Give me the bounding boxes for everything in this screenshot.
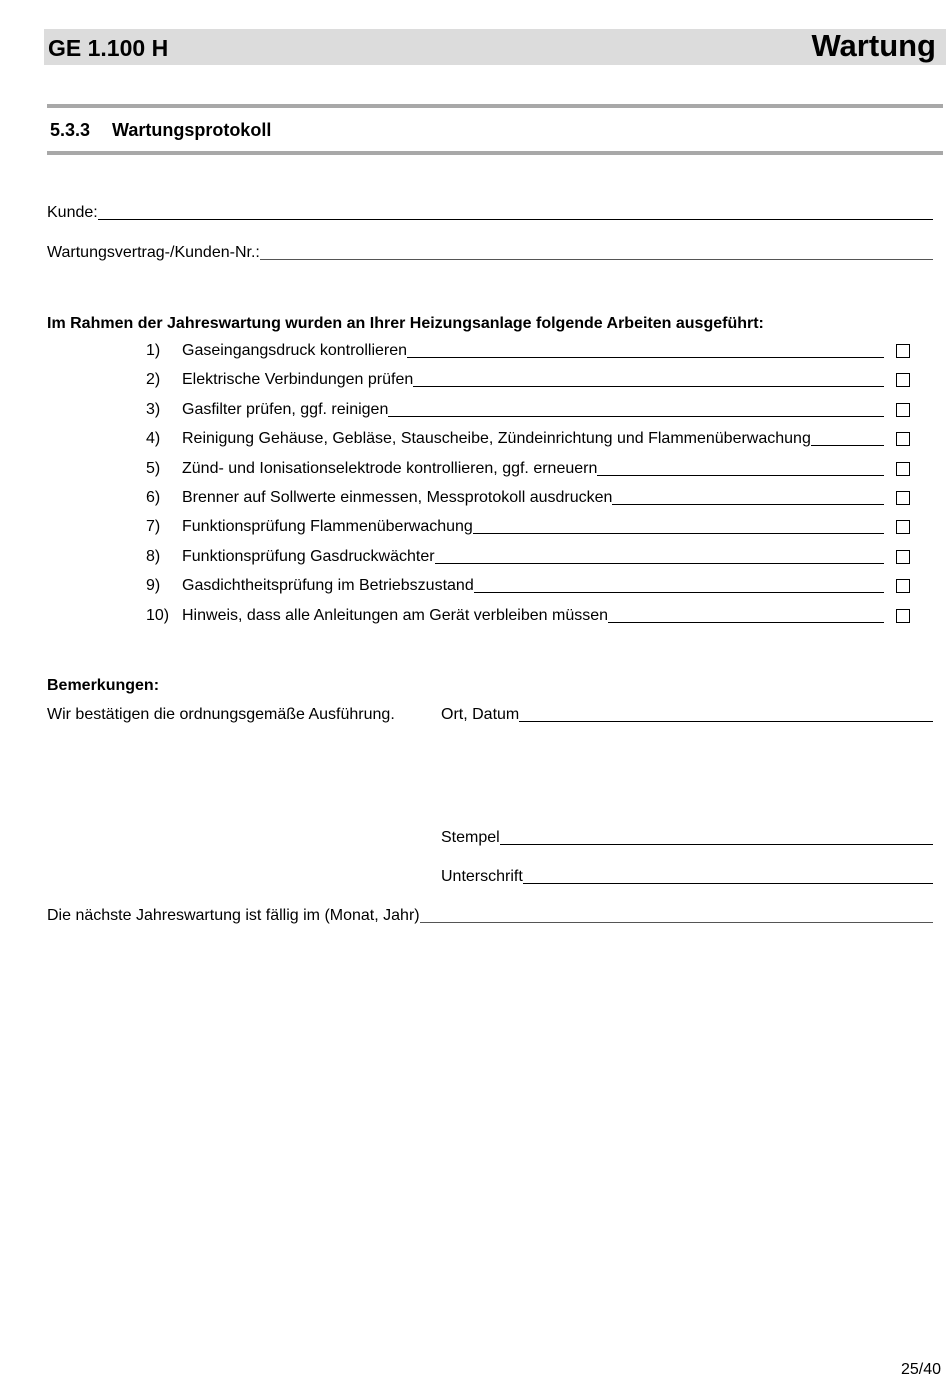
task-checkbox[interactable] xyxy=(896,491,910,505)
section-title: Wartungsprotokoll xyxy=(112,120,272,140)
task-body xyxy=(182,606,884,626)
signature-input-line[interactable] xyxy=(523,867,933,884)
task-checkbox[interactable] xyxy=(896,373,910,387)
customer-input-line[interactable] xyxy=(98,203,933,220)
task-number: 7) xyxy=(146,518,161,536)
task-checkbox[interactable] xyxy=(896,550,910,564)
task-fill-line xyxy=(413,370,884,387)
task-row xyxy=(0,368,950,394)
task-row xyxy=(0,574,950,600)
task-number: 6) xyxy=(146,489,161,506)
section-number: 5.3.3 xyxy=(50,120,91,140)
task-checkbox[interactable] xyxy=(896,520,910,534)
next-maintenance-input-line[interactable] xyxy=(420,906,933,923)
task-body xyxy=(182,517,884,537)
task-number: 2) xyxy=(146,371,161,389)
task-fill-line xyxy=(407,341,884,358)
task-row xyxy=(0,545,950,571)
task-body xyxy=(182,488,884,508)
contract-number-label: Wartungsvertrag-/Kunden-Nr.: xyxy=(47,244,260,261)
task-body xyxy=(182,370,884,390)
task-row xyxy=(0,515,950,541)
task-body xyxy=(182,341,884,361)
task-text: Brenner auf Sollwerte einmessen, Messprotokoll ausdrucken xyxy=(182,489,613,506)
task-row xyxy=(0,427,950,453)
section-rule-top xyxy=(47,104,943,108)
stamp-field[interactable] xyxy=(441,828,933,848)
signature-label: Unterschrift xyxy=(441,868,523,885)
task-fill-line xyxy=(811,429,884,446)
section-rule-bottom xyxy=(47,151,943,155)
task-text: Gaseingangsdruck kontrollieren xyxy=(182,342,408,359)
place-date-label: Ort, Datum xyxy=(441,706,520,723)
task-body xyxy=(182,576,884,596)
task-text: Reinigung Gehäuse, Gebläse, Stauscheibe, Zündeinrichtung und Flammenüberwachung xyxy=(182,430,811,448)
task-text: Gasdichtheitsprüfung im Betriebszustand xyxy=(182,577,474,595)
task-text: Gasfilter prüfen, ggf. reinigen xyxy=(182,400,389,418)
task-body xyxy=(182,547,884,567)
place-date-field[interactable] xyxy=(441,705,933,725)
task-row xyxy=(0,339,950,365)
task-fill-line xyxy=(612,488,884,505)
stamp-label: Stempel xyxy=(441,829,500,846)
task-checkbox[interactable] xyxy=(896,579,910,593)
remarks-label: Bemerkungen: xyxy=(47,677,160,694)
task-checkbox[interactable] xyxy=(896,403,910,417)
task-body xyxy=(182,429,884,449)
task-number: 3) xyxy=(146,400,161,418)
signature-field[interactable] xyxy=(441,867,933,887)
task-checkbox[interactable] xyxy=(896,432,910,446)
task-text: Funktionsprüfung Gasdruckwächter xyxy=(182,547,435,565)
stamp-input-line[interactable] xyxy=(500,828,933,845)
tasks-intro: Im Rahmen der Jahreswartung wurden an Ihrer Heizungsanlage folgende Arbeiten ausgeführt: xyxy=(47,315,764,332)
task-checkbox[interactable] xyxy=(896,609,910,623)
task-number: 10) xyxy=(146,606,170,624)
section-heading xyxy=(50,118,271,142)
task-number: 4) xyxy=(146,430,161,448)
confirmation-text: Wir bestätigen die ordnungsgemäße Ausführung. xyxy=(47,706,395,723)
task-body xyxy=(182,400,884,420)
contract-number-input-line[interactable] xyxy=(260,243,933,260)
next-maintenance-label: Die nächste Jahreswartung ist fällig im (Monat, Jahr) xyxy=(47,907,420,924)
task-fill-line xyxy=(473,517,884,534)
task-number: 5) xyxy=(146,459,161,477)
place-date-input-line[interactable] xyxy=(519,705,933,722)
task-row xyxy=(0,486,950,512)
task-text: Zünd- und Ionisationselektrode kontrollieren, ggf. erneuern xyxy=(182,459,598,477)
task-number: 1) xyxy=(146,342,161,359)
task-fill-line xyxy=(474,576,884,593)
chapter-title: Wartung xyxy=(811,28,936,63)
task-text: Elektrische Verbindungen prüfen xyxy=(182,371,414,389)
customer-label: Kunde: xyxy=(47,204,98,221)
task-text: Funktionsprüfung Flammenüberwachung xyxy=(182,518,473,536)
task-checkbox[interactable] xyxy=(896,462,910,476)
task-fill-line xyxy=(388,400,884,417)
contract-number-field[interactable] xyxy=(47,243,933,263)
document-id: GE 1.100 H xyxy=(48,35,169,61)
task-number: 8) xyxy=(146,547,161,565)
task-row xyxy=(0,457,950,483)
task-fill-line xyxy=(435,547,884,564)
task-row xyxy=(0,398,950,424)
task-row xyxy=(0,604,950,630)
page-number: 25/40 xyxy=(900,1361,941,1378)
task-number: 9) xyxy=(146,577,161,595)
task-fill-line xyxy=(608,606,884,623)
task-text: Hinweis, dass alle Anleitungen am Gerät verbleiben müssen xyxy=(182,606,609,624)
task-fill-line xyxy=(597,459,884,476)
customer-field[interactable] xyxy=(47,203,933,223)
task-checkbox[interactable] xyxy=(896,344,910,358)
next-maintenance-field[interactable] xyxy=(47,906,933,926)
task-body xyxy=(182,459,884,479)
